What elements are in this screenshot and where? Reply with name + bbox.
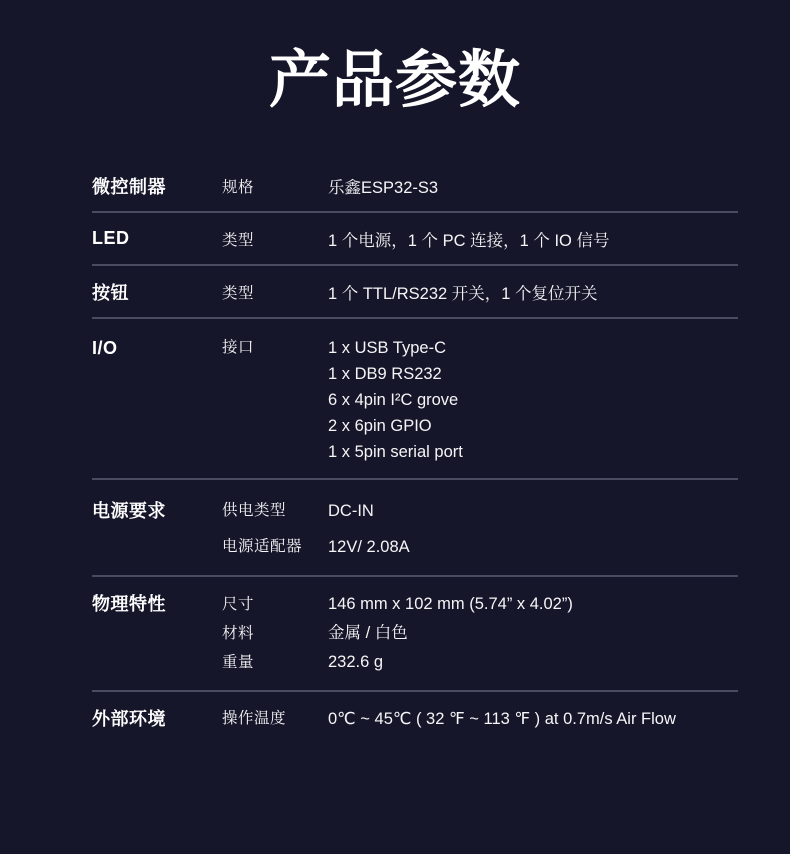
spec-row-pairs xyxy=(222,280,738,304)
spec-pair xyxy=(222,619,738,648)
spec-value: 2 x 6pin GPIO xyxy=(328,417,432,435)
spec-attr xyxy=(222,361,328,387)
spec-value: 6 x 4pin I²C grove xyxy=(328,391,459,409)
spec-row-label: LED xyxy=(92,228,130,248)
spec-row-label: I/O xyxy=(92,338,118,358)
spec-attr: 操作温度 xyxy=(222,710,287,727)
spec-row-label: 按钮 xyxy=(92,282,129,303)
spec-row-io xyxy=(92,319,738,480)
spec-row-button xyxy=(92,266,738,319)
spec-pair xyxy=(222,361,738,387)
spec-value: DC-IN xyxy=(328,502,374,520)
spec-table xyxy=(92,160,738,756)
spec-attr: 类型 xyxy=(222,284,255,302)
spec-value: 146 mm x 102 mm (5.74” x 4.02”) xyxy=(328,595,573,613)
spec-pair xyxy=(222,227,738,251)
spec-row-environment xyxy=(92,692,738,756)
spec-attr: 重量 xyxy=(222,654,255,671)
spec-row-label: 物理特性 xyxy=(92,594,166,614)
spec-row-pairs xyxy=(222,174,738,198)
spec-value: 1 个 TTL/RS232 开关，1 个复位开关 xyxy=(328,284,598,303)
page-title: 产品参数 xyxy=(268,46,521,115)
spec-pair xyxy=(222,706,738,732)
spec-row-pairs xyxy=(222,227,738,251)
spec-value: 1 个电源，1 个 PC 连接，1 个 IO 信号 xyxy=(328,231,610,250)
spec-value: 1 x DB9 RS232 xyxy=(328,365,442,383)
spec-row-physical xyxy=(92,577,738,692)
spec-row-pairs xyxy=(222,706,738,732)
spec-pair xyxy=(222,174,738,198)
spec-attr xyxy=(222,387,328,413)
spec-row-power xyxy=(92,480,738,577)
spec-attr xyxy=(222,439,328,465)
spec-value: 12V/ 2.08A xyxy=(328,538,410,556)
spec-pair xyxy=(222,648,738,677)
spec-row-led xyxy=(92,213,738,266)
spec-attr: 类型 xyxy=(222,231,255,249)
spec-attr: 电源适配器 xyxy=(222,538,303,555)
spec-row-label: 电源要求 xyxy=(92,501,166,521)
spec-attr: 规格 xyxy=(222,178,255,196)
spec-value: 0℃ ~ 45℃ ( 32 ℉ ~ 113 ℉ ) at 0.7m/s Air Flow xyxy=(328,710,676,728)
spec-pair xyxy=(222,335,738,361)
spec-pair xyxy=(222,280,738,304)
spec-row-pairs xyxy=(222,590,738,677)
spec-pair xyxy=(222,413,738,439)
spec-value: 232.6 g xyxy=(328,653,384,671)
spec-pair xyxy=(222,529,738,565)
spec-attr xyxy=(222,413,328,439)
spec-attr: 材料 xyxy=(222,625,255,642)
spec-attr: 接口 xyxy=(222,339,255,356)
spec-value: 1 x 5pin serial port xyxy=(328,443,463,461)
spec-value: 金属 / 白色 xyxy=(328,624,408,642)
spec-pair xyxy=(222,590,738,619)
spec-pair xyxy=(222,387,738,413)
spec-row-pairs xyxy=(222,493,738,565)
spec-pair xyxy=(222,493,738,529)
spec-row-pairs xyxy=(222,335,738,465)
spec-value: 1 x USB Type-C xyxy=(328,339,446,357)
spec-attr: 尺寸 xyxy=(222,596,255,613)
spec-attr: 供电类型 xyxy=(222,502,287,519)
spec-row-mcu xyxy=(92,160,738,213)
spec-row-label: 外部环境 xyxy=(92,709,166,729)
spec-pair xyxy=(222,439,738,465)
spec-row-label: 微控制器 xyxy=(92,176,166,197)
spec-value: 乐鑫ESP32-S3 xyxy=(328,178,439,197)
